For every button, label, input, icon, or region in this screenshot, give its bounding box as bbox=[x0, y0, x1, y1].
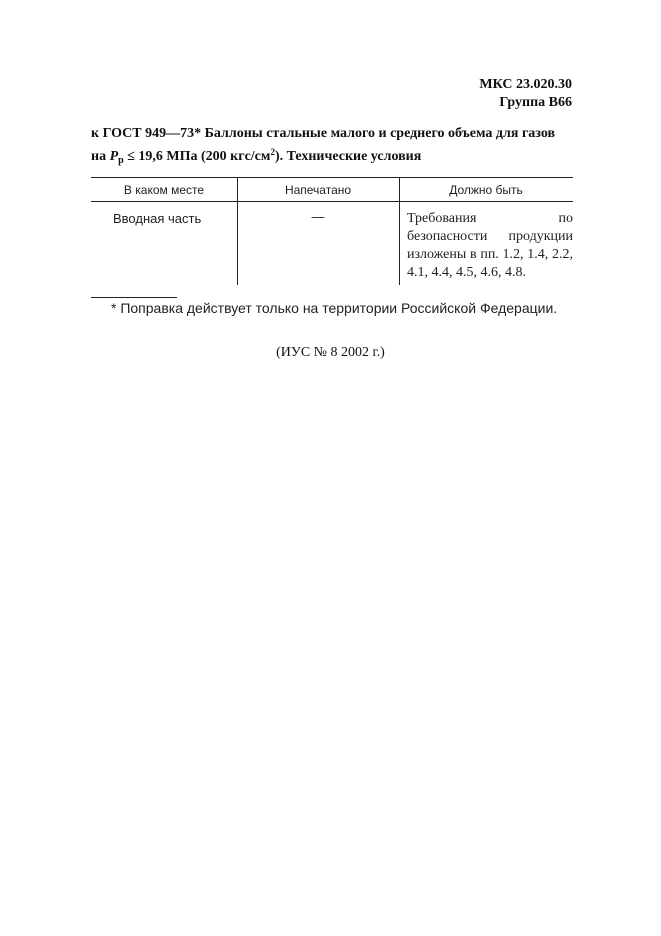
pressure-symbol: P bbox=[109, 149, 119, 164]
group-code: Группа В66 bbox=[499, 95, 572, 110]
title-line-1: к ГОСТ 949—73* Баллоны стальные малого и среднего объема для газов bbox=[91, 126, 556, 141]
column-header-should-be: Должно быть bbox=[449, 183, 523, 197]
title-line-2 bbox=[91, 143, 573, 170]
title-end: ). Технические условия bbox=[274, 149, 422, 164]
column-header-where: В каком месте bbox=[123, 183, 205, 197]
table-top-rule bbox=[91, 177, 573, 178]
document-classifier-block bbox=[479, 76, 572, 112]
classifier-code: МКС 23.020.30 bbox=[479, 77, 572, 92]
pressure-value: ≤ 19,6 МПа (200 кгс/см bbox=[123, 149, 271, 164]
cell-should-be: Требования по безопасности продукции изложены в пп. 1.2, 1.4, 2.2, 4.1, 4.4, 4.5, 4.6, 4.8. bbox=[407, 211, 573, 280]
table-header-rule bbox=[91, 201, 573, 202]
amendment-table bbox=[91, 177, 573, 285]
source-reference: (ИУС № 8 2002 г.) bbox=[276, 345, 385, 360]
footnote-rule bbox=[91, 297, 177, 298]
amendment-title bbox=[91, 125, 573, 170]
cell-printed: — bbox=[311, 209, 325, 224]
unit-superscript: 2 bbox=[270, 147, 275, 157]
footnote: * Поправка действует только на территории Российской Федерации. bbox=[111, 300, 558, 316]
cell-where: Вводная часть bbox=[113, 211, 202, 226]
pressure-subscript: р bbox=[118, 155, 124, 166]
title-na: на bbox=[91, 149, 107, 164]
column-header-printed: Напечатано bbox=[284, 183, 352, 197]
